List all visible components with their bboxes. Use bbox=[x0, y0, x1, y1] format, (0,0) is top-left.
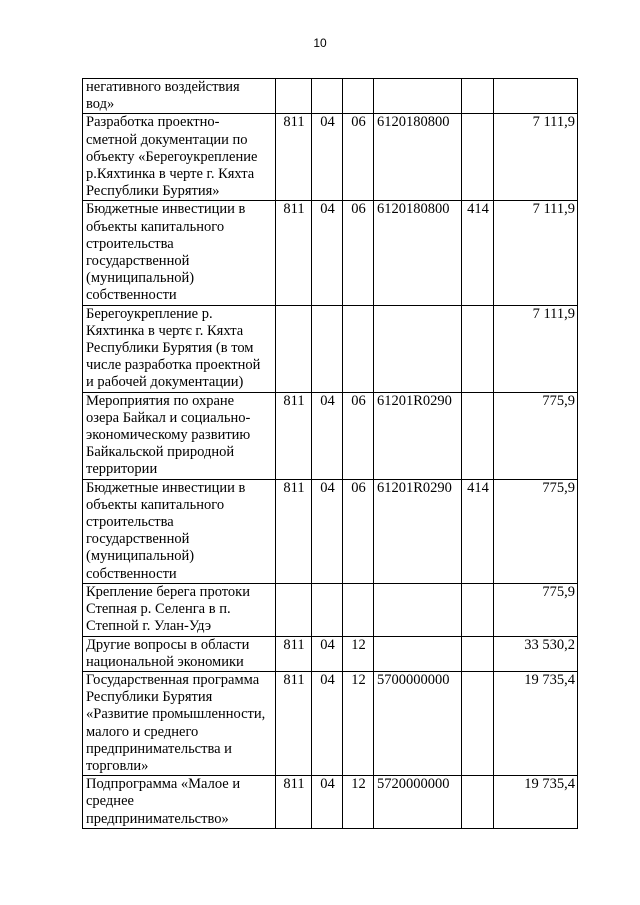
gr-code-cell: 811 bbox=[276, 671, 312, 775]
expense-type-cell bbox=[462, 636, 494, 671]
item-name-cell: Разработка проектно- сметной документации по объекту «Берегоукрепление р.Кяхтинка в черте г. Кяхта Республики Бурятия» bbox=[83, 114, 276, 201]
budget-table bbox=[82, 78, 578, 829]
target-article-cell: 6120180800 bbox=[374, 114, 462, 201]
item-name-cell: негативного воздействия вод» bbox=[83, 79, 276, 114]
target-article-cell bbox=[374, 79, 462, 114]
amount-cell: 775,9 bbox=[494, 479, 578, 583]
expense-type-cell bbox=[462, 305, 494, 392]
table-row bbox=[83, 776, 578, 829]
table-row bbox=[83, 671, 578, 775]
section-code-cell: 04 bbox=[312, 114, 343, 201]
subsection-code-cell: 12 bbox=[343, 671, 374, 775]
table-row bbox=[83, 479, 578, 583]
amount-cell: 775,9 bbox=[494, 392, 578, 479]
item-name-cell: Другие вопросы в области национальной экономики bbox=[83, 636, 276, 671]
section-code-cell bbox=[312, 305, 343, 392]
gr-code-cell: 811 bbox=[276, 776, 312, 829]
amount-cell: 19 735,4 bbox=[494, 671, 578, 775]
expense-type-cell bbox=[462, 776, 494, 829]
item-name-cell: Бюджетные инвестиции в объекты капитального строительства государственной (муниципальной) собственности bbox=[83, 479, 276, 583]
amount-cell: 19 735,4 bbox=[494, 776, 578, 829]
section-code-cell: 04 bbox=[312, 776, 343, 829]
page-number: 10 bbox=[313, 36, 327, 50]
gr-code-cell: 811 bbox=[276, 392, 312, 479]
target-article-cell: 61201R0290 bbox=[374, 392, 462, 479]
section-code-cell: 04 bbox=[312, 201, 343, 305]
item-name-cell: Берегоукрепление р. Кяхтинка в чертє г. Кяхта Республики Бурятия (в том числе разработка проектной и рабочей документации) bbox=[83, 305, 276, 392]
target-article-cell: 5700000000 bbox=[374, 671, 462, 775]
item-name-cell: Государственная программа Республики Бурятия «Развитие промышленности, малого и среднего предпринимательства и торговли» bbox=[83, 671, 276, 775]
budget-table-body bbox=[83, 79, 578, 829]
subsection-code-cell: 06 bbox=[343, 479, 374, 583]
table-row bbox=[83, 636, 578, 671]
section-code-cell: 04 bbox=[312, 392, 343, 479]
expense-type-cell bbox=[462, 114, 494, 201]
gr-code-cell bbox=[276, 583, 312, 636]
table-row bbox=[83, 583, 578, 636]
item-name-cell: Крепление берега протоки Степная р. Селенга в п. Степной г. Улан-Удэ bbox=[83, 583, 276, 636]
table-row bbox=[83, 201, 578, 305]
gr-code-cell: 811 bbox=[276, 479, 312, 583]
subsection-code-cell bbox=[343, 79, 374, 114]
subsection-code-cell bbox=[343, 305, 374, 392]
subsection-code-cell: 06 bbox=[343, 392, 374, 479]
expense-type-cell bbox=[462, 583, 494, 636]
gr-code-cell bbox=[276, 305, 312, 392]
subsection-code-cell: 06 bbox=[343, 201, 374, 305]
section-code-cell: 04 bbox=[312, 636, 343, 671]
subsection-code-cell bbox=[343, 583, 374, 636]
subsection-code-cell: 12 bbox=[343, 636, 374, 671]
subsection-code-cell: 06 bbox=[343, 114, 374, 201]
gr-code-cell: 811 bbox=[276, 114, 312, 201]
target-article-cell bbox=[374, 305, 462, 392]
amount-cell: 7 111,9 bbox=[494, 305, 578, 392]
expense-type-cell bbox=[462, 79, 494, 114]
amount-cell: 33 530,2 bbox=[494, 636, 578, 671]
target-article-cell: 61201R0290 bbox=[374, 479, 462, 583]
section-code-cell: 04 bbox=[312, 479, 343, 583]
target-article-cell: 5720000000 bbox=[374, 776, 462, 829]
table-row bbox=[83, 114, 578, 201]
item-name-cell: Бюджетные инвестиции в объекты капитального строительства государственной (муниципальной) собственности bbox=[83, 201, 276, 305]
amount-cell: 775,9 bbox=[494, 583, 578, 636]
amount-cell: 7 111,9 bbox=[494, 201, 578, 305]
expense-type-cell bbox=[462, 392, 494, 479]
target-article-cell bbox=[374, 583, 462, 636]
item-name-cell: Мероприятия по охране озера Байкал и социально- экономическому развитию Байкальской природной территории bbox=[83, 392, 276, 479]
subsection-code-cell: 12 bbox=[343, 776, 374, 829]
section-code-cell bbox=[312, 583, 343, 636]
target-article-cell: 6120180800 bbox=[374, 201, 462, 305]
gr-code-cell bbox=[276, 79, 312, 114]
item-name-cell: Подпрограмма «Малое и среднее предпринимательство» bbox=[83, 776, 276, 829]
expense-type-cell: 414 bbox=[462, 201, 494, 305]
gr-code-cell: 811 bbox=[276, 636, 312, 671]
table-row bbox=[83, 392, 578, 479]
target-article-cell bbox=[374, 636, 462, 671]
amount-cell bbox=[494, 79, 578, 114]
section-code-cell bbox=[312, 79, 343, 114]
gr-code-cell: 811 bbox=[276, 201, 312, 305]
section-code-cell: 04 bbox=[312, 671, 343, 775]
expense-type-cell: 414 bbox=[462, 479, 494, 583]
table-row bbox=[83, 79, 578, 114]
amount-cell: 7 111,9 bbox=[494, 114, 578, 201]
expense-type-cell bbox=[462, 671, 494, 775]
table-row bbox=[83, 305, 578, 392]
